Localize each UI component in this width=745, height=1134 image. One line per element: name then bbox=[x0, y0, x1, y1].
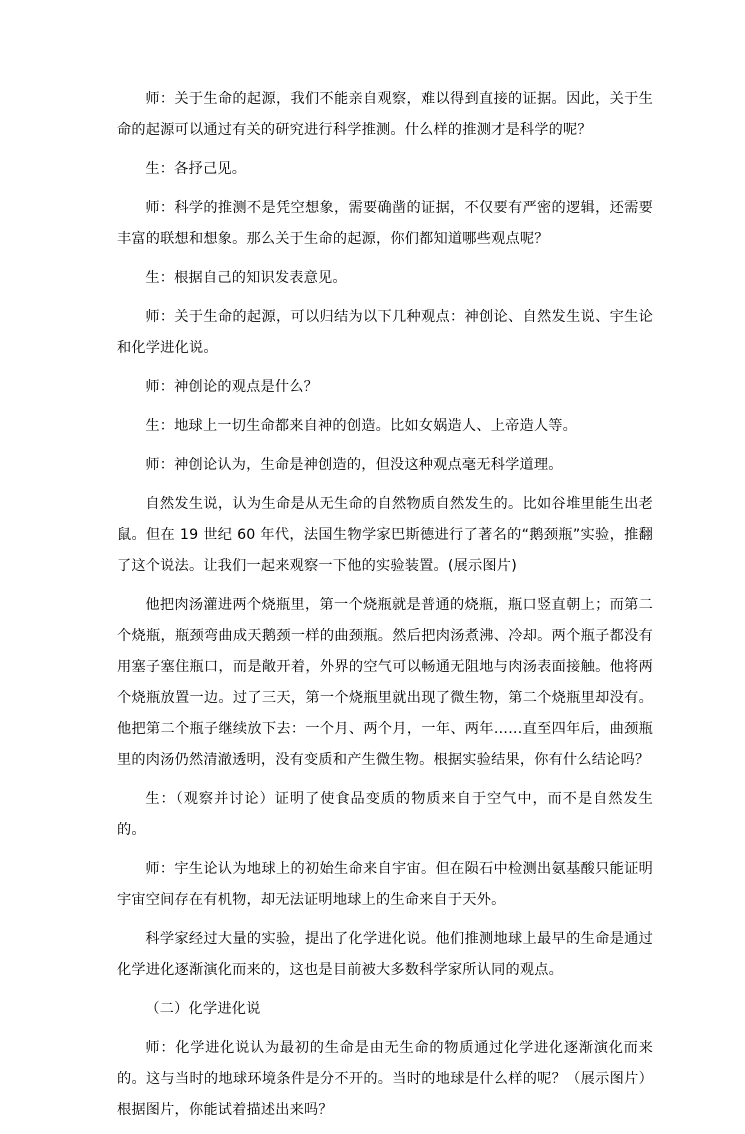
paragraph-chemical-evolution-intro: 科学家经过大量的实验，提出了化学进化说。他们推测地球上最早的生命是通过化学进化逐渐演化而来的，这也是目前被大多数科学家所认同的观点。 bbox=[117, 931, 653, 978]
paragraph-student-opinions: 生：各抒己见。 bbox=[145, 161, 247, 177]
paragraph-student-knowledge: 生：根据自己的知识发表意见。 bbox=[145, 270, 347, 286]
paragraph-spontaneous-generation: 自然发生说，认为生命是从无生命的自然物质自然发生的。比如谷堆里能生出老鼠。但在 19 世纪 60 年代，法国生物学家巴斯德进行了著名的“鹅颈瓶”实验，推翻了这个说法。让我们一起来观察一下他的实验装置。(展示图片) bbox=[117, 496, 653, 574]
paragraph-teacher-viewpoints: 师：关于生命的起源，可以归结为以下几种观点：神创论、自然发生说、宇生论和化学进化说。 bbox=[117, 309, 653, 356]
paragraph-teacher-question-origin: 师：关于生命的起源，我们不能亲自观察，难以得到直接的证据。因此，关于生命的起源可以通过有关的研究进行科学推测。什么样的推测才是科学的呢？ bbox=[117, 91, 653, 138]
paragraph-teacher-cosmozoic: 师：宇生论认为地球上的初始生命来自宇宙。但在陨石中检测出氨基酸只能证明宇宙空间存在有机物，却无法证明地球上的生命来自于天外。 bbox=[117, 861, 653, 908]
document-body bbox=[117, 84, 653, 1134]
paragraph-teacher-creationism-comment: 师：神创论认为，生命是神创造的，但没这种观点毫无科学道理。 bbox=[145, 457, 563, 473]
paragraph-student-creationism-answer: 生：地球上一切生命都来自神的创造。比如女娲造人、上帝造人等。 bbox=[145, 418, 578, 434]
paragraph-student-conclusion: 生：（观察并讨论）证明了使食品变质的物质来自于空气中，而不是自然发生的。 bbox=[117, 791, 653, 838]
paragraph-pasteur-experiment: 他把肉汤灌进两个烧瓶里，第一个烧瓶就是普通的烧瓶，瓶口竖直朝上；而第二个烧瓶，瓶颈弯曲成天鹅颈一样的曲颈瓶。然后把肉汤煮沸、冷却。两个瓶子都没有用塞子塞住瓶口，而是敞开着，外界的空气可以畅通无阻地与肉汤表面接触。他将两个烧瓶放置一边。过了三天，第一个烧瓶里就出现了微生物，第二个烧瓶里却没有。他把第二个瓶子继续放下去：一个月、两个月，一年、两年……直至四年后，曲颈瓶里的肉汤仍然清澈透明，没有变质和产生微生物。根据实验结果，你有什么结论吗？ bbox=[117, 597, 653, 768]
section-heading-chemical-evolution: （二）化学进化说 bbox=[145, 1001, 261, 1017]
paragraph-teacher-scientific-inference: 师：科学的推测不是凭空想象，需要确凿的证据，不仅要有严密的逻辑，还需要丰富的联想和想象。那么关于生命的起源，你们都知道哪些观点呢？ bbox=[117, 200, 653, 247]
paragraph-teacher-chemical-evolution: 师：化学进化说认为最初的生命是由无生命的物质通过化学进化逐渐演化而来的。这与当时的地球环境条件是分不开的。当时的地球是什么样的呢？（展示图片）根据图片，你能试着描述出来吗？ bbox=[117, 1040, 653, 1118]
paragraph-teacher-creationism-question: 师：神创论的观点是什么？ bbox=[145, 379, 319, 395]
